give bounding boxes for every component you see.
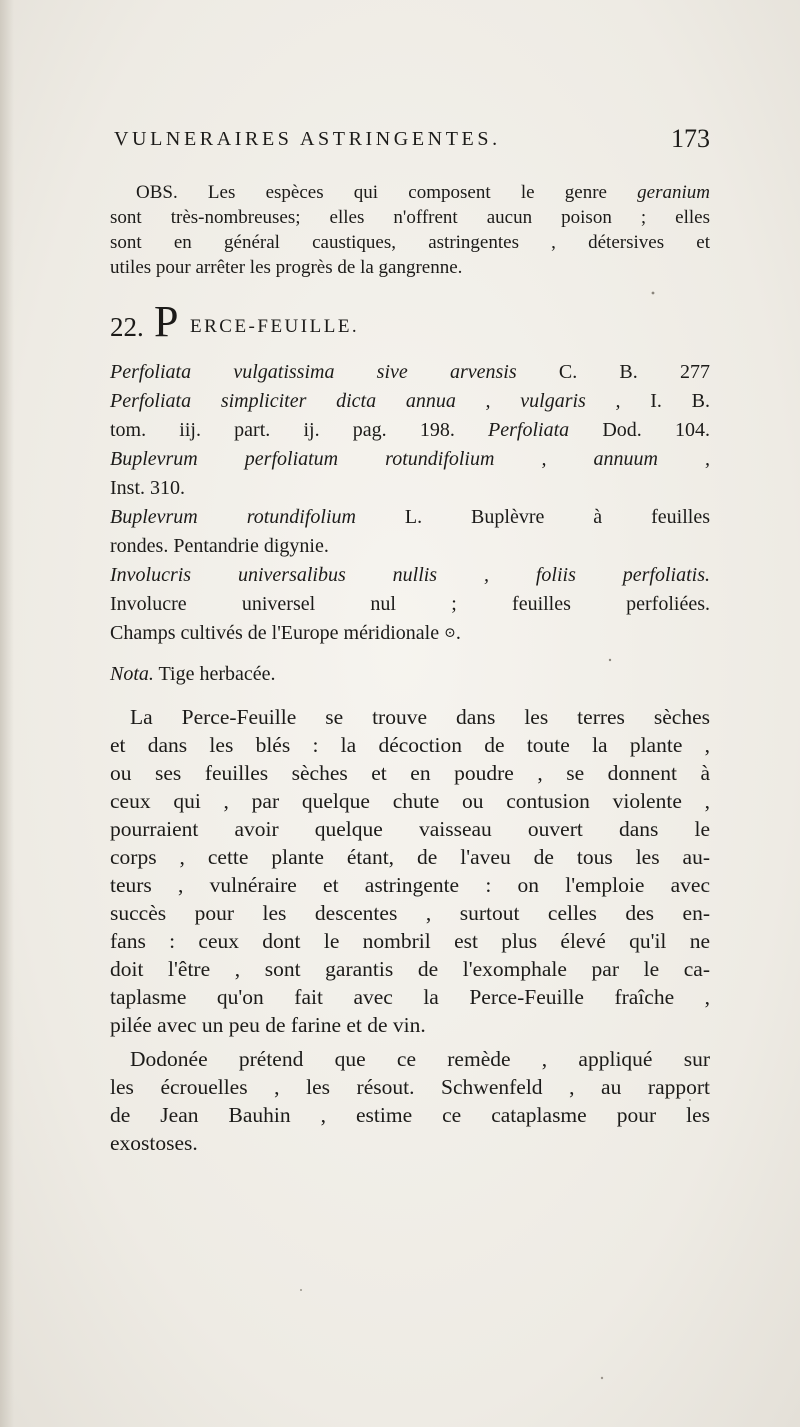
annual-symbol-icon: ⊙ (444, 626, 456, 641)
habitat-text: . (455, 622, 461, 644)
citation: C. B. 277 (558, 361, 710, 383)
synonym-line: rondes. Pentandrie digynie. (110, 535, 329, 557)
text-line: les écrouelles , les résout. Schwenfeld , au rapport (110, 1075, 710, 1099)
text-line: de Jean Bauhin , estime ce cataplasme pour les (110, 1103, 710, 1127)
text-line: La Perce-Feuille se trouve dans les terres sèches (130, 705, 710, 729)
text-line: doit l'être , sont garantis de l'exomphale par le ca- (110, 957, 710, 981)
nota-text: Tige herbacée. (153, 663, 276, 685)
text-line: corps , cette plante étant, de l'aveu de tous les au- (110, 845, 710, 869)
synonym-line (110, 503, 710, 532)
synonym-line (110, 445, 710, 474)
text-line: pilée avec un peu de farine et de vin. (110, 1013, 426, 1037)
obs-text: OBS. Les espèces qui composent le genre (136, 182, 638, 203)
citation: I. B. (620, 390, 710, 412)
text-line: Dodonée prétend que ce remède , appliqué sur (130, 1047, 710, 1071)
synonymy-block (110, 358, 710, 689)
genus-name: geranium (637, 182, 710, 203)
citation: tom. iij. part. ij. pag. 198. (110, 419, 489, 441)
obs-line: utiles pour arrêter les progrès de la gangrenne. (110, 257, 463, 278)
body-paragraph-2 (110, 1045, 710, 1157)
text-line: fans : ceux dont le nombril est plus élevé qu'il ne (110, 929, 710, 953)
page-edge-shadow (0, 0, 14, 1427)
nota-line (110, 660, 710, 689)
latin-name: Buplevrum rotundifolium (110, 506, 356, 528)
entry-heading (110, 297, 710, 348)
obs-line (110, 180, 710, 205)
entry-number: 22. (110, 312, 144, 342)
text-line: ou ses feuilles sèches et en poudre , se donnent à (110, 761, 710, 785)
latin-name: Perfoliata vulgatissima sive arvensis (110, 361, 559, 383)
entry-title-initial: P (154, 297, 179, 346)
habitat-line (110, 619, 710, 648)
text-line: pourraient avoir quelque vaisseau ouvert dans le (110, 817, 710, 841)
obs-paragraph (110, 180, 710, 280)
text-line: exostoses. (110, 1131, 198, 1155)
citation: Dod. 104. (569, 419, 710, 441)
text-line: ceux qui , par quelque chute ou contusion violente , (110, 789, 710, 813)
common-name: L. Buplèvre à feuilles (355, 506, 710, 528)
text-line: succès pour les descentes , surtout celles des en- (110, 901, 710, 925)
latin-description: Involucris universalibus nullis , foliis perfoliatis. (110, 564, 710, 586)
entry-title: ERCE-FEUILLE. (190, 316, 360, 337)
habitat-text: Champs cultivés de l'Europe méridionale (110, 622, 445, 644)
text-line: teurs , vulnéraire et astringente : on l'emploie avec (110, 873, 710, 897)
synonym-line (110, 387, 710, 416)
synonym-line (110, 416, 710, 445)
synonym-line: Involucre universel nul ; feuilles perfoliées. (110, 593, 710, 615)
running-head: VULNERAIRES ASTRINGENTES. (114, 128, 501, 150)
page-header (110, 124, 710, 164)
obs-line: sont très-nombreuses; elles n'offrent aucun poison ; elles (110, 207, 710, 228)
synonym-line (110, 561, 710, 590)
text-line: taplasme qu'on fait avec la Perce-Feuille fraîche , (110, 985, 710, 1009)
synonym-line: Inst. 310. (110, 477, 185, 499)
latin-name: Perfoliata simpliciter dicta annua , vulgaris , (110, 390, 621, 412)
page-content (110, 124, 710, 1157)
obs-line: sont en général caustiques, astringentes , détersives et (110, 232, 710, 253)
latin-name: Perfoliata (488, 419, 570, 441)
latin-name: Buplevrum perfoliatum rotundifolium , annuum , (110, 448, 710, 470)
text-line: et dans les blés : la décoction de toute la plante , (110, 733, 710, 757)
synonym-line (110, 358, 710, 387)
page-number: 173 (671, 124, 710, 153)
body-paragraph-1 (110, 703, 710, 1039)
nota-label: Nota. (110, 663, 154, 685)
